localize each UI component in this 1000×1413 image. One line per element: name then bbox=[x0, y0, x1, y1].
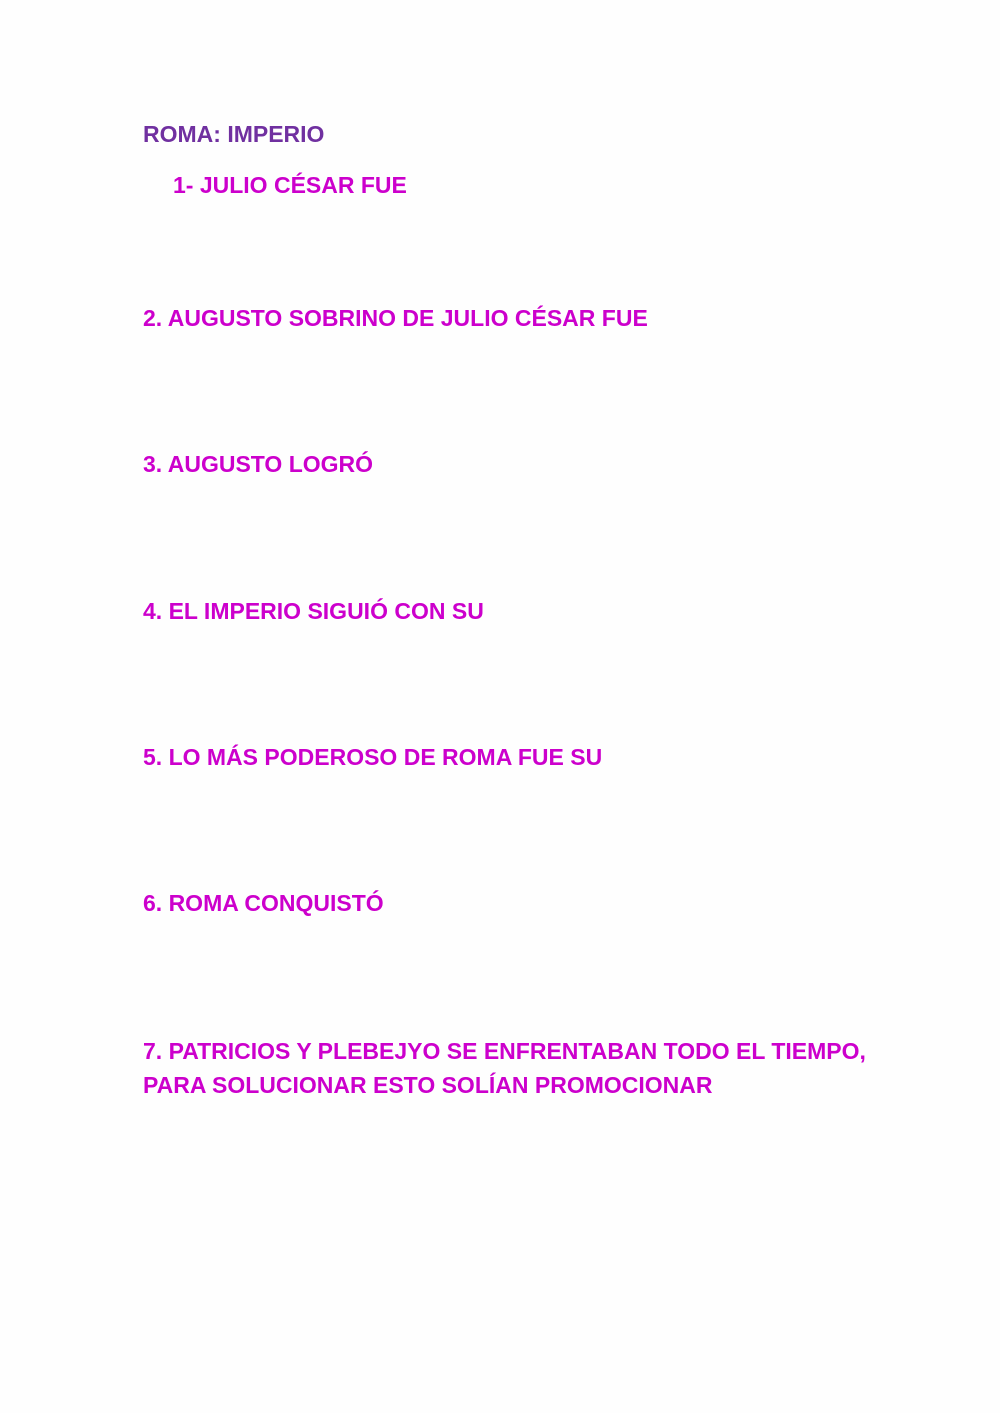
document-title: ROMA: IMPERIO bbox=[143, 121, 325, 147]
question-7-line-2: PARA SOLUCIONAR ESTO SOLÍAN PROMOCIONAR bbox=[143, 1072, 713, 1098]
question-2: 2. AUGUSTO SOBRINO DE JULIO CÉSAR FUE bbox=[143, 305, 648, 331]
question-5: 5. LO MÁS PODEROSO DE ROMA FUE SU bbox=[143, 744, 603, 770]
question-6: 6. ROMA CONQUISTÓ bbox=[143, 890, 384, 916]
question-7-line-1: 7. PATRICIOS Y PLEBEJYO SE ENFRENTABAN TODO EL TIEMPO, bbox=[143, 1038, 866, 1064]
question-1: 1- JULIO CÉSAR FUE bbox=[173, 172, 407, 198]
question-3: 3. AUGUSTO LOGRÓ bbox=[143, 451, 374, 477]
question-7 bbox=[143, 1034, 883, 1102]
question-4: 4. EL IMPERIO SIGUIÓ CON SU bbox=[143, 598, 484, 624]
